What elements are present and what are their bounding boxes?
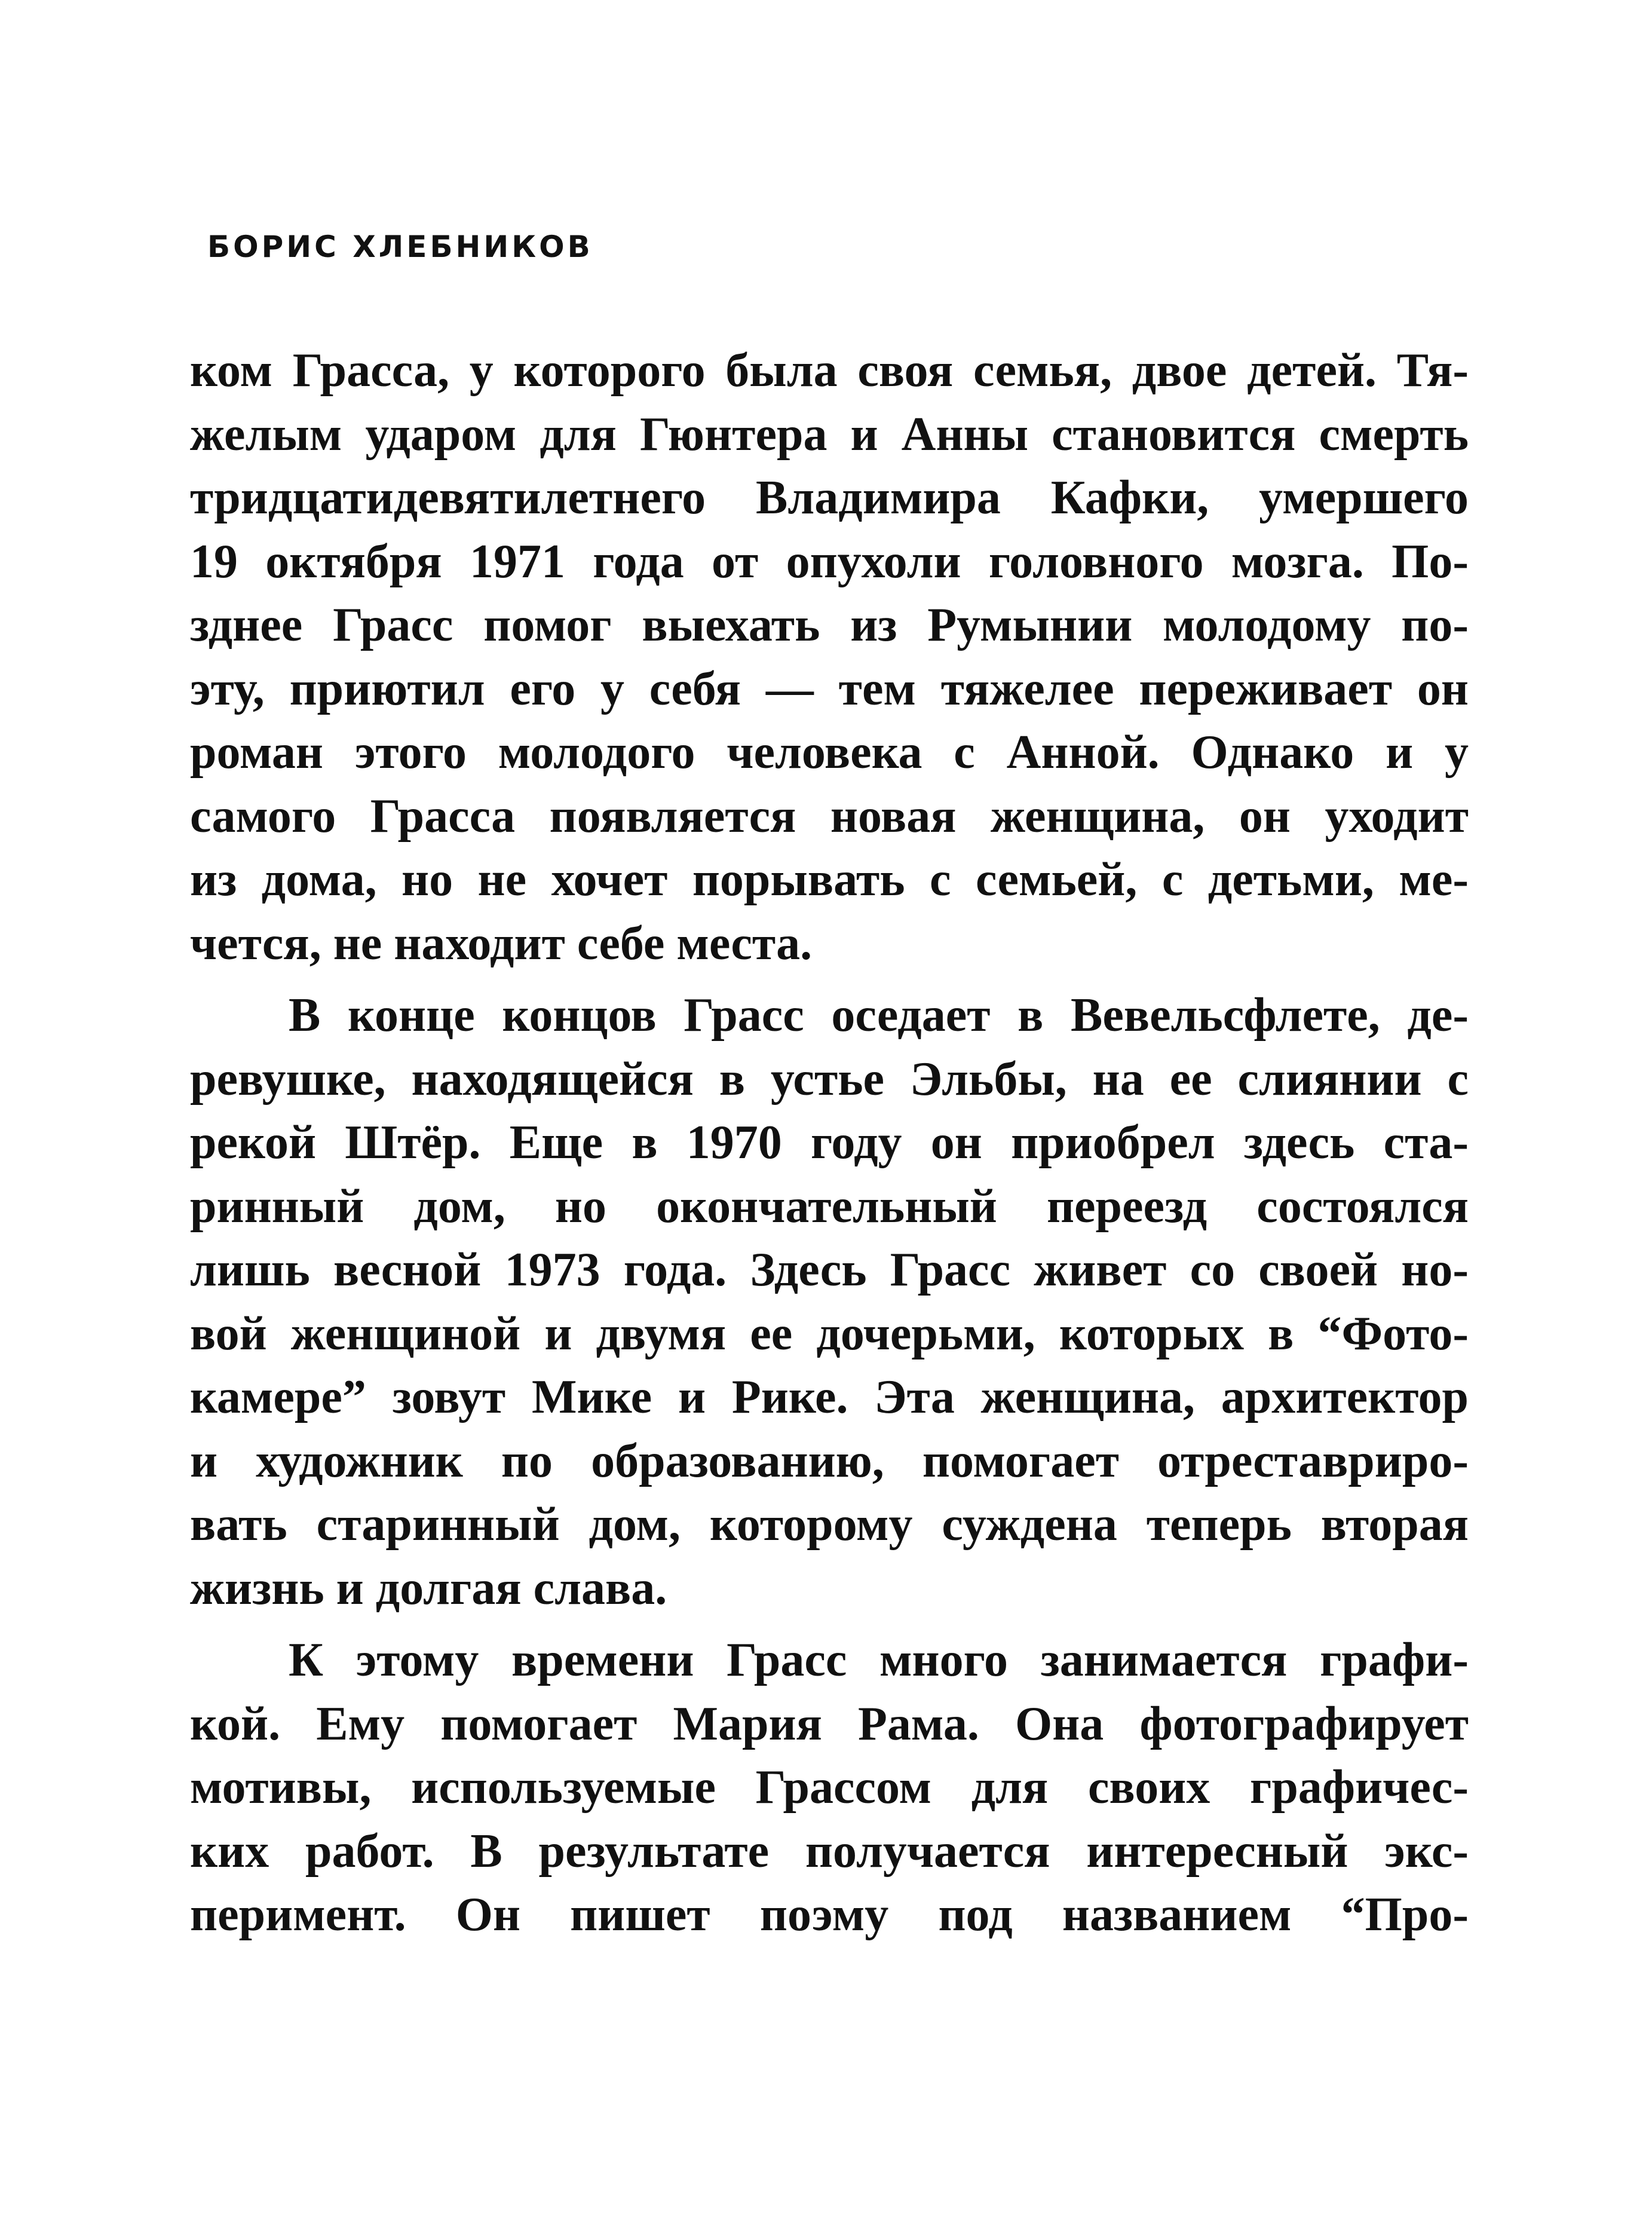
paragraph-gap: [190, 975, 1469, 984]
text-line: кой. Ему помогает Мария Рама. Она фотографирует: [190, 1697, 1469, 1750]
text-line: вой женщиной и двумя ее дочерьми, которых в “Фото-: [190, 1307, 1469, 1360]
text-line: камере” зовут Мике и Рике. Эта женщина, архитектор: [190, 1371, 1469, 1423]
text-line: желым ударом для Гюнтера и Анны становится смерть: [190, 408, 1469, 461]
text-line: эту, приютил его у себя — тем тяжелее переживает он: [190, 662, 1469, 715]
body-text: [190, 339, 1469, 1947]
text-line: мотивы, используемые Грассом для своих графичес-: [190, 1761, 1469, 1814]
text-line: роман этого молодого человека с Анной. Однако и у: [190, 726, 1469, 779]
text-line: К этому времени Грасс много занимается графи-: [289, 1634, 1469, 1686]
paragraph-gap: [190, 1620, 1469, 1628]
text-line: тридцатидевятилетнего Владимира Кафки, умершего: [190, 471, 1469, 524]
paragraph: [190, 339, 1469, 975]
text-line: самого Грасса появляется новая женщина, он уходит: [190, 789, 1469, 843]
text-line: перимент. Он пишет поэму под названием “Про-: [190, 1888, 1469, 1941]
text-line: В конце концов Грасс оседает в Вевельсфлете, де-: [289, 989, 1469, 1042]
text-line: жизнь и долгая слава.: [190, 1561, 667, 1615]
text-line: рекой Штёр. Еще в 1970 году он приобрел здесь ста-: [190, 1116, 1469, 1169]
paragraph: [190, 1628, 1469, 1947]
text-line: чется, не находит себе места.: [190, 917, 813, 970]
text-line: зднее Грасс помог выехать из Румынии молодому по-: [190, 599, 1469, 651]
text-line: ком Грасса, у которого была своя семья, двое детей. Тя-: [190, 344, 1469, 397]
text-line: ревушке, находящейся в устье Эльбы, на ее слиянии с: [190, 1052, 1469, 1106]
paragraph: [190, 984, 1469, 1620]
text-line: лишь весной 1973 года. Здесь Грасс живет со своей но-: [190, 1244, 1469, 1296]
text-line: из дома, но не хочет порывать с семьей, с детьми, ме-: [190, 853, 1469, 906]
running-head: БОРИС ХЛЕБНИКОВ: [207, 229, 593, 264]
text-line: 19 октября 1971 года от опухоли головного мозга. По-: [190, 535, 1469, 588]
text-line: и художник по образованию, помогает отреставриро-: [190, 1434, 1469, 1487]
text-line: ких работ. В результате получается интересный экс-: [190, 1824, 1469, 1878]
text-line: ринный дом, но окончательный переезд состоялся: [190, 1180, 1469, 1233]
text-line: вать старинный дом, которому суждена теперь вторая: [190, 1498, 1469, 1551]
